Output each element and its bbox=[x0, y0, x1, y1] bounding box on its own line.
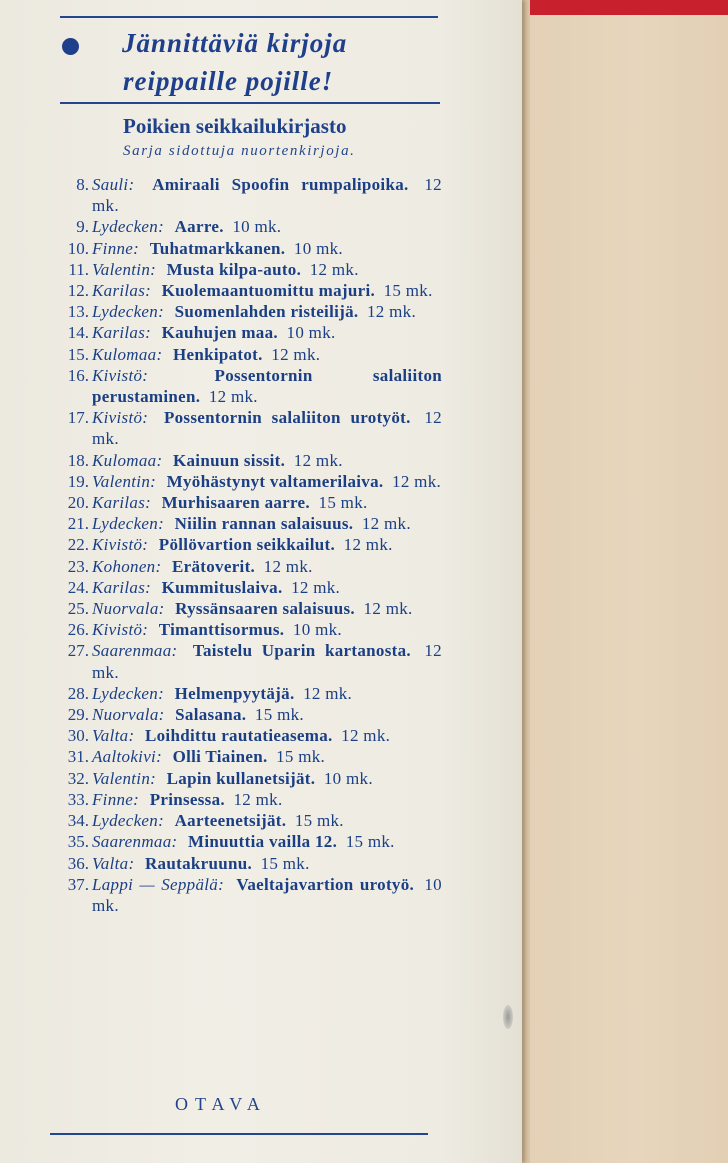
book-number: 22. bbox=[67, 535, 89, 555]
book-text bbox=[92, 301, 442, 322]
book-price: 12 mk. bbox=[341, 726, 391, 746]
book-text bbox=[92, 259, 442, 280]
background-board bbox=[500, 0, 728, 1163]
book-price: 15 mk. bbox=[254, 705, 304, 725]
book-price: 12 mk. bbox=[233, 789, 283, 809]
book-entry bbox=[50, 874, 442, 916]
book-text bbox=[92, 789, 442, 810]
book-entry bbox=[50, 450, 442, 471]
book-text bbox=[92, 407, 442, 449]
book-price: 12 mk. bbox=[343, 535, 393, 555]
book-text bbox=[92, 640, 442, 682]
book-entry bbox=[50, 216, 442, 237]
book-title: Murhisaaren aarre. bbox=[161, 493, 310, 513]
book-text bbox=[92, 725, 442, 746]
book-number: 30. bbox=[67, 726, 89, 746]
headline-line-2: reippaille pojille! bbox=[123, 66, 334, 96]
book-author: Karilas: bbox=[92, 281, 152, 301]
book-text bbox=[92, 768, 442, 789]
book-entry bbox=[50, 704, 442, 725]
book-author: Kohonen: bbox=[92, 556, 162, 576]
book-text bbox=[92, 577, 442, 598]
book-entry bbox=[50, 725, 442, 746]
book-price: 12 mk. bbox=[208, 387, 258, 407]
book-text bbox=[92, 683, 442, 704]
book-text bbox=[92, 853, 442, 874]
book-author: Kivistö: bbox=[92, 535, 149, 555]
book-author: Finne: bbox=[92, 238, 140, 258]
book-title: Suomenlahden risteilijä. bbox=[174, 302, 359, 322]
book-entry bbox=[50, 407, 442, 449]
book-title: Musta kilpa-auto. bbox=[166, 259, 302, 279]
book-title: Rautakruunu. bbox=[144, 853, 253, 873]
book-number: 32. bbox=[67, 768, 89, 788]
book-entry bbox=[50, 534, 442, 555]
book-number: 34. bbox=[67, 811, 89, 831]
book-number: 12. bbox=[67, 281, 89, 301]
book-author: Valentin: bbox=[92, 259, 157, 279]
red-cover-strip bbox=[530, 0, 728, 15]
book-price: 12 mk. bbox=[303, 683, 353, 703]
book-number: 27. bbox=[67, 641, 89, 661]
book-entry bbox=[50, 301, 442, 322]
book-author: Lydecken: bbox=[92, 217, 165, 237]
book-price: 12 mk. bbox=[263, 556, 313, 576]
book-entry bbox=[50, 259, 442, 280]
series-subtitle: Sarja sidottuja nuortenkirjoja. bbox=[123, 143, 356, 159]
book-author: Finne: bbox=[92, 789, 140, 809]
book-text bbox=[92, 344, 442, 365]
book-entry bbox=[50, 810, 442, 831]
paper-smudge bbox=[503, 1005, 513, 1029]
book-price: 10 mk. bbox=[292, 620, 342, 640]
book-text bbox=[92, 831, 442, 852]
book-title: Niilin rannan salaisuus. bbox=[174, 514, 354, 534]
book-title: Minuuttia vailla 12. bbox=[188, 832, 338, 852]
book-number: 36. bbox=[67, 853, 89, 873]
book-entry bbox=[50, 789, 442, 810]
book-price: 10 mk. bbox=[293, 238, 343, 258]
book-title: Kainuun sissit. bbox=[172, 450, 286, 470]
book-text bbox=[92, 174, 442, 216]
book-text bbox=[92, 322, 442, 343]
book-number: 8. bbox=[76, 175, 89, 194]
book-title: Erätoverit. bbox=[172, 556, 256, 576]
book-entry bbox=[50, 492, 442, 513]
book-title: Loihdittu rautatieasema. bbox=[144, 726, 333, 746]
book-entry bbox=[50, 471, 442, 492]
book-entry bbox=[50, 619, 442, 640]
book-price: 12 mk. bbox=[92, 175, 442, 216]
book-number: 28. bbox=[67, 683, 89, 703]
book-title: Helmenpyytäjä. bbox=[174, 683, 295, 703]
book-title: Vaeltajavartion urotyö. bbox=[236, 874, 415, 894]
book-author: Valentin: bbox=[92, 471, 157, 491]
book-author: Nuorvala: bbox=[92, 599, 165, 619]
book-text bbox=[92, 450, 442, 471]
book-title: Myöhästynyt valtamerilaiva. bbox=[166, 471, 384, 491]
book-title: Timanttisormus. bbox=[158, 620, 285, 640]
book-entry bbox=[50, 556, 442, 577]
book-text bbox=[92, 874, 442, 916]
book-author: Kivistö: bbox=[92, 365, 149, 385]
book-price: 15 mk. bbox=[294, 811, 344, 831]
book-price: 15 mk. bbox=[260, 853, 310, 873]
book-author: Saarenmaa: bbox=[92, 832, 178, 852]
book-text bbox=[92, 365, 442, 407]
book-price: 12 mk. bbox=[291, 577, 341, 597]
book-text bbox=[92, 704, 442, 725]
book-number: 19. bbox=[67, 471, 89, 491]
top-rule bbox=[60, 16, 438, 18]
book-author: Kivistö: bbox=[92, 620, 149, 640]
book-number: 16. bbox=[67, 365, 89, 385]
book-entry bbox=[50, 513, 442, 534]
book-price: 12 mk. bbox=[392, 471, 442, 491]
book-title: Olli Tiainen. bbox=[172, 747, 268, 767]
book-author: Kulomaa: bbox=[92, 344, 163, 364]
book-author: Kulomaa: bbox=[92, 450, 163, 470]
book-price: 10 mk. bbox=[232, 217, 282, 237]
book-title: Kuolemaantuomittu majuri. bbox=[161, 281, 376, 301]
book-entry bbox=[50, 640, 442, 682]
book-author: Valta: bbox=[92, 853, 135, 873]
book-entry bbox=[50, 831, 442, 852]
book-price: 10 mk. bbox=[286, 323, 336, 343]
book-price: 15 mk. bbox=[318, 493, 368, 513]
bottom-rule bbox=[50, 1133, 428, 1135]
book-author: Valentin: bbox=[92, 768, 157, 788]
book-author: Aaltokivi: bbox=[92, 747, 163, 767]
book-author: Lydecken: bbox=[92, 683, 165, 703]
book-number: 18. bbox=[67, 450, 89, 470]
book-price: 10 mk. bbox=[92, 874, 442, 915]
book-author: Lydecken: bbox=[92, 302, 165, 322]
book-number: 29. bbox=[67, 705, 89, 725]
book-text bbox=[92, 746, 442, 767]
book-number: 37. bbox=[67, 874, 89, 894]
book-title: Pöllövartion seikkailut. bbox=[158, 535, 336, 555]
book-text bbox=[92, 280, 442, 301]
book-title: Possentornin salaliiton perustaminen. bbox=[92, 365, 442, 407]
book-entry bbox=[50, 683, 442, 704]
book-number: 15. bbox=[67, 344, 89, 364]
book-number: 23. bbox=[67, 556, 89, 576]
headline-rule bbox=[60, 102, 440, 104]
book-author: Karilas: bbox=[92, 323, 152, 343]
book-entry bbox=[50, 853, 442, 874]
book-author: Lydecken: bbox=[92, 811, 165, 831]
book-price: 12 mk. bbox=[363, 599, 413, 619]
book-number: 35. bbox=[67, 832, 89, 852]
book-title: Taistelu Uparin kartanosta. bbox=[192, 641, 411, 661]
headline bbox=[122, 24, 452, 100]
book-number: 33. bbox=[67, 789, 89, 809]
book-title: Aarteenetsijät. bbox=[174, 811, 287, 831]
book-title: Ryssänsaaren salaisuus. bbox=[175, 599, 355, 619]
book-number: 26. bbox=[67, 620, 89, 640]
book-number: 17. bbox=[67, 408, 89, 428]
book-number: 10. bbox=[67, 238, 89, 258]
publisher-name: OTAVA bbox=[175, 1094, 267, 1114]
book-author: Kivistö: bbox=[92, 408, 149, 428]
book-title: Tuhatmarkkanen. bbox=[149, 238, 286, 258]
book-entry bbox=[50, 768, 442, 789]
book-price: 12 mk. bbox=[92, 641, 442, 682]
book-price: 12 mk. bbox=[361, 514, 411, 534]
book-title: Prinsessa. bbox=[149, 789, 225, 809]
book-author: Lydecken: bbox=[92, 514, 165, 534]
book-text bbox=[92, 492, 442, 513]
book-price: 12 mk. bbox=[309, 259, 359, 279]
book-price: 15 mk. bbox=[383, 281, 433, 301]
book-entry bbox=[50, 322, 442, 343]
book-price: 12 mk. bbox=[367, 302, 417, 322]
book-author: Sauli: bbox=[92, 175, 135, 194]
book-price: 10 mk. bbox=[323, 768, 373, 788]
book-entry bbox=[50, 746, 442, 767]
book-text bbox=[92, 216, 442, 237]
book-entry bbox=[50, 174, 442, 216]
book-author: Lappi — Seppälä: bbox=[92, 874, 225, 894]
book-title: Amiraali Spoofin rumpalipoika. bbox=[152, 175, 409, 194]
book-price: 15 mk. bbox=[276, 747, 326, 767]
book-author: Nuorvala: bbox=[92, 705, 165, 725]
book-author: Karilas: bbox=[92, 577, 152, 597]
book-title: Kummituslaiva. bbox=[161, 577, 283, 597]
book-author: Karilas: bbox=[92, 493, 152, 513]
book-list bbox=[50, 174, 442, 916]
book-text bbox=[92, 471, 442, 492]
book-text bbox=[92, 513, 442, 534]
book-text bbox=[92, 534, 442, 555]
book-entry bbox=[50, 238, 442, 259]
book-text bbox=[92, 810, 442, 831]
book-text bbox=[92, 598, 442, 619]
book-price: 12 mk. bbox=[271, 344, 321, 364]
book-author: Valta: bbox=[92, 726, 135, 746]
book-text bbox=[92, 238, 442, 259]
book-price: 12 mk. bbox=[92, 408, 442, 449]
book-number: 20. bbox=[67, 493, 89, 513]
book-entry bbox=[50, 577, 442, 598]
bullet-dot bbox=[62, 38, 79, 55]
book-number: 11. bbox=[68, 259, 89, 279]
book-number: 21. bbox=[67, 514, 89, 534]
book-number: 13. bbox=[67, 302, 89, 322]
book-title: Possentornin salaliiton urotyöt. bbox=[163, 408, 411, 428]
book-number: 31. bbox=[67, 747, 89, 767]
book-text bbox=[92, 619, 442, 640]
book-number: 25. bbox=[67, 599, 89, 619]
book-number: 9. bbox=[76, 217, 89, 237]
book-title: Aarre. bbox=[174, 217, 224, 237]
book-entry bbox=[50, 344, 442, 365]
book-number: 24. bbox=[67, 577, 89, 597]
book-price: 15 mk. bbox=[345, 832, 395, 852]
book-entry bbox=[50, 280, 442, 301]
book-number: 14. bbox=[67, 323, 89, 343]
headline-line-1: Jännittäviä kirjoja bbox=[122, 28, 348, 58]
series-title: Poikien seikkailukirjasto bbox=[123, 114, 347, 138]
book-entry bbox=[50, 598, 442, 619]
book-price: 12 mk. bbox=[293, 450, 343, 470]
book-text bbox=[92, 556, 442, 577]
book-title: Kauhujen maa. bbox=[161, 323, 278, 343]
book-title: Salasana. bbox=[175, 705, 247, 725]
book-author: Saarenmaa: bbox=[92, 641, 178, 661]
book-entry bbox=[50, 365, 442, 407]
book-title: Henkipatot. bbox=[172, 344, 263, 364]
book-title: Lapin kullanetsijät. bbox=[166, 768, 316, 788]
